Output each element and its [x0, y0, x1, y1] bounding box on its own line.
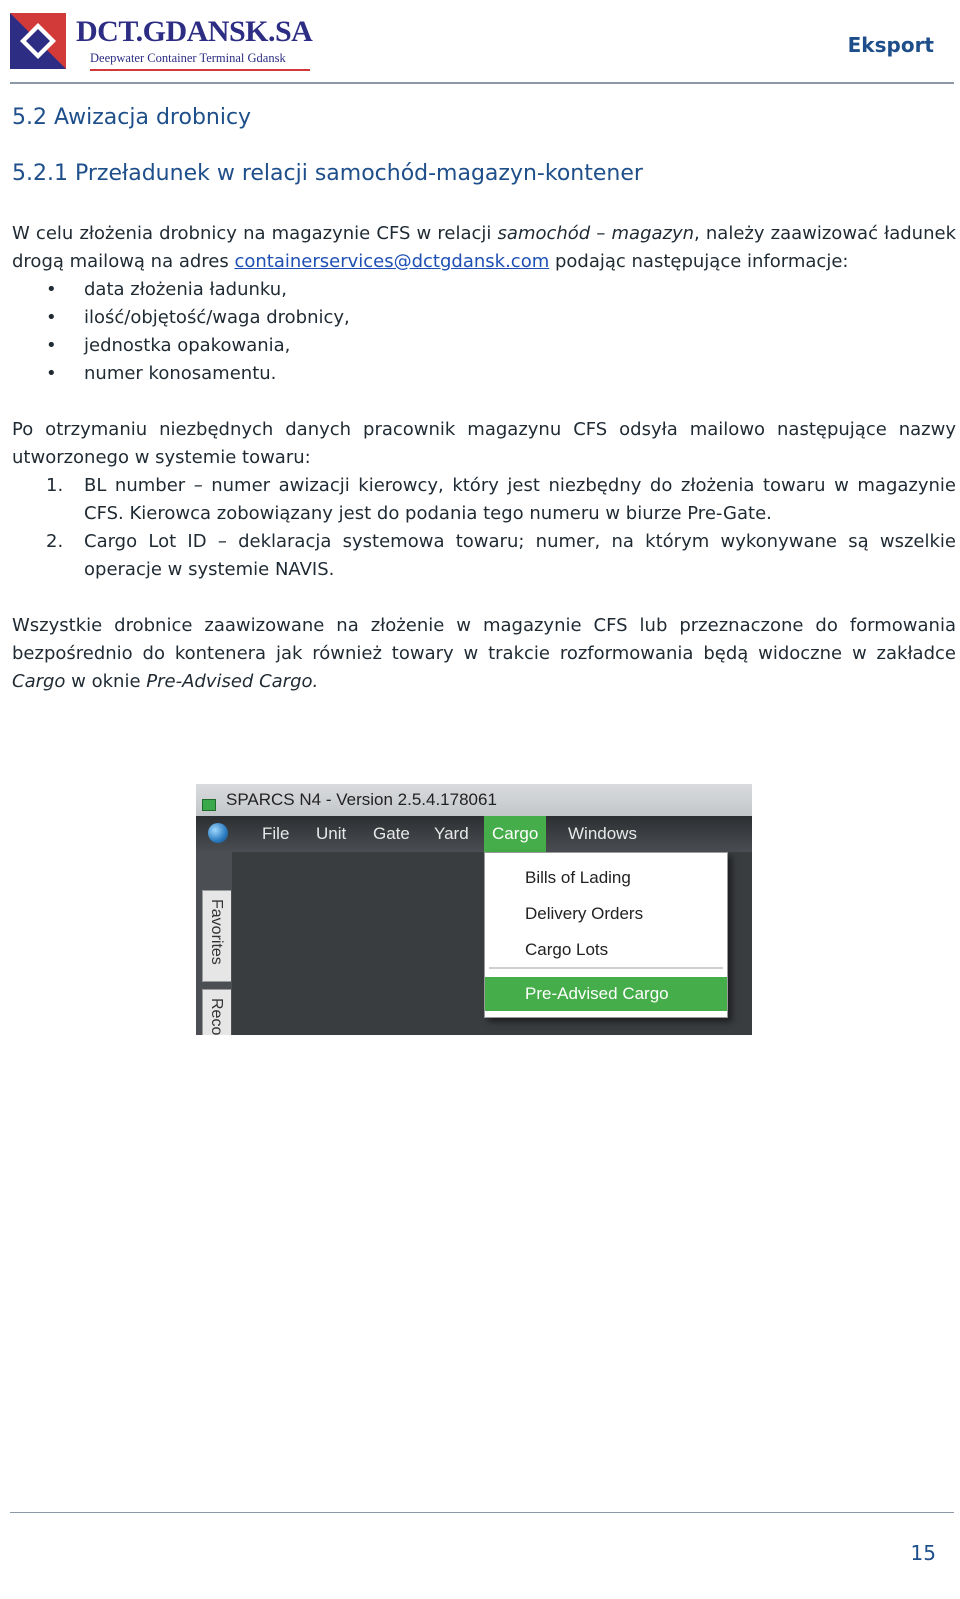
tab-favorites[interactable] — [202, 890, 231, 982]
bullet-icon: • — [46, 279, 57, 300]
section-label: Eksport — [847, 33, 934, 57]
para1-mid: , należy zaawizować ładunek drogą mailową na adres — [12, 223, 956, 272]
window-titlebar — [196, 784, 752, 816]
footer-divider — [10, 1512, 954, 1513]
list-item-text: jednostka opakowania, — [84, 335, 291, 356]
numbered-item-number: 2. — [46, 531, 64, 552]
para1-start: W celu złożenia drobnicy na magazynie CFS w relacji — [12, 223, 498, 244]
menu-item-label: Delivery Orders — [525, 904, 644, 923]
menu-item-label: Pre-Advised Cargo — [525, 984, 669, 1003]
info-list — [12, 276, 956, 388]
para3-mid: w oknie — [65, 671, 147, 692]
page-header — [0, 0, 960, 84]
numbered-item-number: 1. — [46, 475, 64, 496]
list-item — [12, 360, 956, 388]
para1-end: podając następujące informacje: — [549, 251, 849, 272]
menu-item-label: Cargo Lots — [525, 940, 609, 959]
list-item-text: numer konosamentu. — [84, 363, 277, 384]
bullet-icon: • — [46, 363, 57, 384]
para1-italic-car: samochód — [497, 223, 591, 244]
cargo-dropdown-menu — [484, 852, 728, 1018]
numbered-list — [12, 472, 956, 584]
menu-item-bills-of-lading[interactable] — [485, 861, 727, 895]
menu-windows[interactable]: Windows — [568, 824, 637, 843]
menu-item-delivery-orders[interactable] — [485, 897, 727, 931]
side-panel — [196, 852, 232, 1035]
list-item — [12, 332, 956, 360]
para3-italic-window: Pre-Advised Cargo. — [146, 671, 319, 692]
para1-dash: – — [590, 223, 612, 244]
logo-subtitle: Deepwater Container Terminal Gdansk — [90, 51, 286, 65]
menu-unit[interactable]: Unit — [316, 824, 347, 843]
subsection-heading: 5.2.1 Przeładunek w relacji samochód-magazyn-kontener — [12, 161, 643, 186]
logo-underline — [90, 69, 310, 71]
numbered-item-text: BL number – numer awizacji kierowcy, który jest niezbędny do złożenia towaru w magazynie CFS. Kierowca zobowiązany jest do podania tego numeru w biurze Pre-Gate. — [84, 475, 956, 524]
menu-item-cargo-lots[interactable] — [485, 933, 727, 967]
sparcs-screenshot — [196, 784, 752, 1035]
menu-item-label: Bills of Lading — [525, 868, 631, 887]
email-link[interactable]: containerservices@dctgdansk.com — [234, 251, 550, 272]
para3-start: Wszystkie drobnice zaawizowane na złożenie w magazynie CFS lub przeznaczone do formowania bezpośrednio do kontenera jak również towary w trakcie rozformowania będą widoczne w zakładce — [12, 615, 956, 664]
tab-recent-label: Reco — [208, 998, 225, 1035]
menu-file[interactable]: File — [262, 824, 290, 843]
logo-mark-icon — [10, 13, 66, 69]
menu-item-pre-advised-cargo[interactable] — [485, 977, 727, 1011]
menu-yard[interactable]: Yard — [434, 824, 469, 843]
numbered-item — [12, 528, 956, 584]
summary-paragraph — [12, 612, 956, 696]
window-title: SPARCS N4 - Version 2.5.4.178061 — [226, 790, 497, 809]
list-item — [12, 276, 956, 304]
bullet-icon: • — [46, 335, 57, 356]
tab-favorites-label: Favorites — [208, 899, 225, 965]
intro-paragraph — [12, 220, 956, 276]
company-logo — [10, 13, 313, 73]
list-item-text: ilość/objętość/waga drobnicy, — [84, 307, 350, 328]
para1-italic-warehouse: magazyn — [611, 223, 695, 244]
menu-bar — [196, 816, 752, 852]
numbered-item — [12, 472, 956, 528]
header-divider — [10, 82, 954, 84]
app-icon — [202, 799, 216, 811]
response-paragraph: Po otrzymaniu niezbędnych danych pracownik magazynu CFS odsyła mailowo następujące nazwy utworzonego w systemie towaru: — [12, 419, 956, 468]
logo-title: DCT.GDANSK.SA — [76, 15, 313, 48]
para3-italic-cargo: Cargo — [12, 671, 66, 692]
menu-separator — [489, 967, 723, 969]
section-heading: 5.2 Awizacja drobnicy — [12, 105, 252, 130]
menu-gate[interactable]: Gate — [373, 824, 410, 843]
list-item-text: data złożenia ładunku, — [84, 279, 287, 300]
bullet-icon: • — [46, 307, 57, 328]
page-number: 15 — [910, 1541, 936, 1565]
page-content — [12, 100, 956, 696]
numbered-item-text: Cargo Lot ID – deklaracja systemowa towaru; numer, na którym wykonywane są wszelkie operacje w systemie NAVIS. — [84, 531, 956, 580]
list-item — [12, 304, 956, 332]
globe-icon[interactable] — [208, 823, 228, 843]
menu-cargo[interactable]: Cargo — [484, 816, 546, 852]
tab-recent[interactable] — [202, 989, 231, 1035]
